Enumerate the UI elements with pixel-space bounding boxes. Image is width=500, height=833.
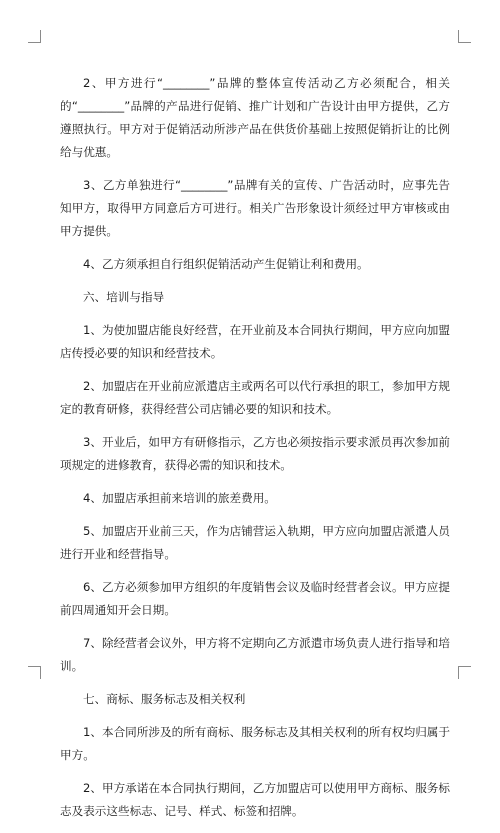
section-heading: 六、培训与指导: [83, 290, 165, 304]
paragraph: 2、加盟店在开业前应派遣店主或两名可以代行承担的职工，参加甲方规定的教育研修，获得经营公司店铺必要的知识和技术。: [60, 379, 450, 416]
paragraph: 6、乙方必须参加甲方组织的年度销售会议及临时经营者会议。甲方应提前四周通知开会日期。: [60, 580, 450, 617]
paragraph: 2、甲方进行“________”品牌的整体宣传活动乙方必须配合，相关的“________”品牌的产品进行促销、推广计划和广告设计由甲方提供，乙方遵照执行。甲方对于促销活动所涉产品在供货价基础上按照促销折让的比例给与优惠。: [60, 76, 450, 159]
crop-mark-bottom-left: [28, 666, 41, 679]
paragraph: 5、加盟店开业前三天，作为店铺营运入轨期，甲方应向加盟店派遣人员进行开业和经营指导。: [60, 524, 450, 561]
paragraph: 3、乙方单独进行“________”品牌有关的宣传、广告活动时，应事先告知甲方，取得甲方同意后方可进行。相关广告形象设计须经过甲方审核或由甲方提供。: [60, 178, 450, 238]
paragraph: 2、甲方承诺在本合同执行期间，乙方加盟店可以使用甲方商标、服务标志及表示这些标志、记号、样式、标签和招牌。: [60, 781, 450, 818]
paragraph: 4、加盟店承担前来培训的旅差费用。: [83, 491, 276, 505]
paragraph: 3、开业后，如甲方有研修指示，乙方也必须按指示要求派员再次参加前项规定的进修教育，获得必需的知识和技术。: [60, 435, 450, 472]
crop-mark-top-right: [458, 30, 471, 43]
paragraph: 4、乙方须承担自行组织促销活动产生促销让利和费用。: [83, 257, 369, 271]
crop-mark-top-left: [28, 30, 41, 43]
section-heading: 七、商标、服务标志及相关权利: [83, 692, 246, 706]
paragraph: 7、除经营者会议外，甲方将不定期向乙方派遣市场负责人进行指导和培训。: [60, 636, 450, 673]
document-body: [60, 72, 450, 833]
paragraph: 1、本合同所涉及的所有商标、服务标志及其相关权利的所有权均归属于甲方。: [60, 725, 450, 762]
paragraph: 1、为使加盟店能良好经营，在开业前及本合同执行期间，甲方应向加盟店传授必要的知识和经营技术。: [60, 323, 450, 360]
crop-mark-bottom-right: [458, 666, 471, 679]
